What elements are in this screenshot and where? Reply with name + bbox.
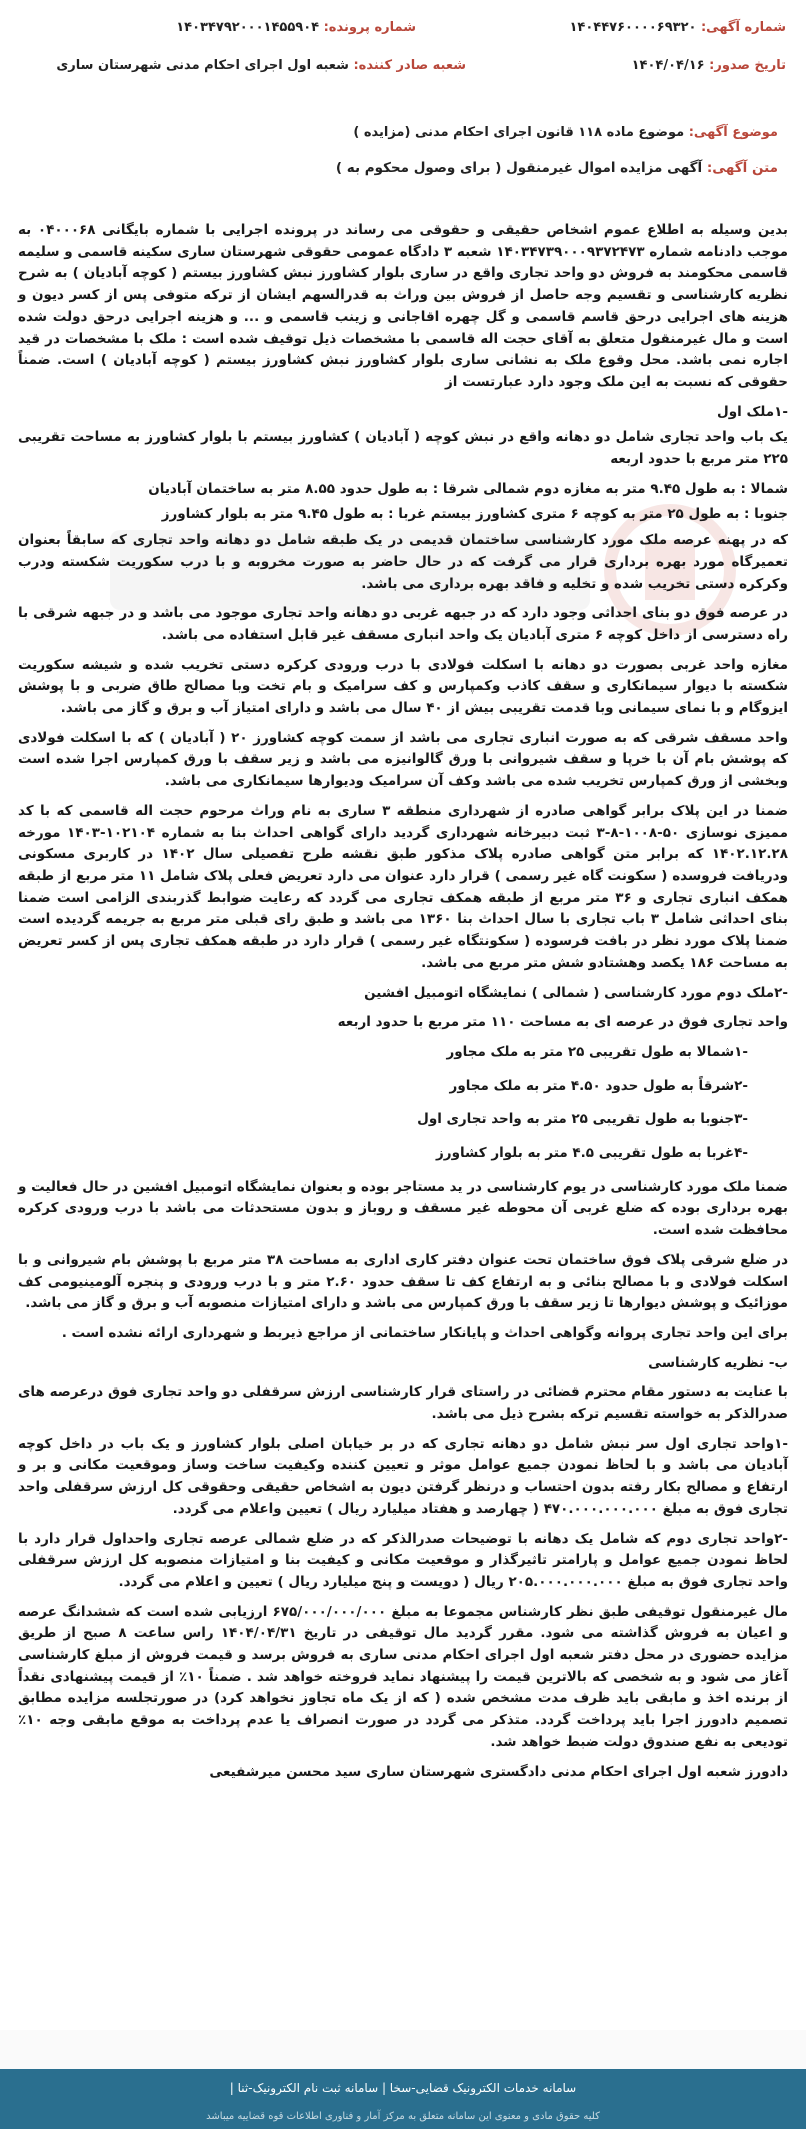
- issuer: [56, 58, 466, 73]
- notice-title: [28, 160, 778, 176]
- body-paragraph: در عرصه فوق دو بنای احداثی وجود دارد که در جبهه غربی دو دهانه واحد تجاری موجود می باشد و در جبهه شرقی با راه دسترسی از داخل کوچه ۶ متری آبادیان یک واحد انباری مسقف غیر قابل استفاده می باشد.: [18, 605, 788, 643]
- site-footer: [0, 2069, 806, 2129]
- body-section-1-title: -۱ملک اول: [717, 403, 788, 420]
- body-paragraph: -۲واحد تجاری دوم که شامل یک دهانه با توضیحات صدرالذکر که در ضلع شمالی عرصه تجاری واحداول قرار دارد با لحاظ نمودن جمیع عوامل و پارامتر تاثیرگذار و موقعیت مکانی و کیفیت بنا و امتیازات منصوبه کل ارزش سرقفلی واحد تجاری فوق به مبلغ ۲۰۵.۰۰۰.۰۰۰.۰۰۰ ریال ( دویست و پنج میلیارد ریال ) تعیین و اعلام می گردد.: [18, 1530, 788, 1590]
- body-paragraph: با عنایت به دستور مقام محترم قضائی در راستای قرار کارشناسی ارزش سرقفلی دو واحد تجاری فوق درعرصه های صدرالذکر به خواسته تقسیم ترکه بشرح ذیل می باشد.: [18, 1384, 788, 1423]
- issuer-label: شعبه صادر کننده:: [353, 58, 466, 73]
- body-boundary-line: شمالا : به طول ۹.۴۵ متر به مغازه دوم شمالی شرقا : به طول حدود ۸.۵۵ متر به ساختمان آبادیان: [148, 480, 788, 497]
- boundary-item: -۳جنوبا به طول تقریبی ۲۵ متر به واحد تجاری اول: [417, 1111, 748, 1128]
- body-paragraph: واحد تجاری فوق در عرصه ای به مساحت ۱۱۰ متر مربع با حدود اربعه: [337, 1014, 788, 1031]
- issue-date-value: ۱۴۰۴/۰۴/۱۶: [631, 58, 705, 73]
- body-paragraph: واحد مسقف شرقی که به صورت انباری تجاری می باشد از سمت کوچه کشاورز ۲۰ ( آبادیان ) که با اسکلت فولادی که پوشش بام آن با خرپا و سقف شیروانی با ورق گالوانیزه می باشد و زیر سقف با ورق کمپارس اجرا شده است وبخشی از ورق کمپارس تخریب شده می باشد وکف آن سرامیک ودیوارها سیمانکاری می باشد.: [18, 729, 788, 790]
- text-title-value: آگهی مزایده اموال غیرمنقول ( برای وصول محکوم به ): [335, 160, 703, 176]
- subject-label: موضوع آگهی:: [688, 125, 778, 140]
- body-paragraph: ضمنا در این پلاک برابر گواهی صادره از شهرداری منطقه ۳ ساری به نام وراث مرحوم حجت اله قاسمی که با کد ممیزی نوسازی ۵۰-۱۰۰۸-۸-۳ ثبت دبیرخانه شهرداری گردید دارای گواهی احداث بنا به شماره ۱۰۲۱۰۴-۱۴۰۳ مورخه ۱۴۰۲.۱۲.۲۸ که برابر متن گواهی صادره پلاک مذکور طبق نقشه طرح تفصیلی سال ۱۴۰۲ در کاربری مسکونی ودریافت فروسده ( سکونت گاه غیر رسمی ) قرار دارد عنوان می دارد تعریض فعلی پلاک شامل ۱۱ متر مربع از طبقه همکف انباری تجاری و ۳۶ متر مربع از طبقه همکف تجاری می گردد که رعایت ضوابط گذربندی الزامی است ضمنا بنای احداثی شامل ۳ باب تجاری با سال احداث بنا ۱۳۶۰ می باشد و طبق رای قبلی متر مربع به جریمه گردیده است ضمنا پلاک مورد نظر در بافت فرسوده ( سکونتگاه غیر رسمی ) قرار دارد در طبقه همکف تجاری پس از کسر تعریض به مساحت ۱۸۶ یکصد وهشتادو شش متر مربع می باشد.: [18, 802, 789, 971]
- issue-date: [632, 58, 786, 73]
- boundary-item: -۴غربا به طول تقریبی ۴.۵ متر به بلوار کشاورز: [436, 1145, 748, 1162]
- case-number-label: شماره پرونده:: [323, 20, 416, 35]
- case-number-value: ۱۴۰۳۴۷۹۲۰۰۰۱۴۵۵۹۰۴: [176, 20, 320, 35]
- body-intro: بدین وسیله به اطلاع عموم اشخاص حقیقی و حقوقی می رساند در پرونده اجرایی با شماره بایگانی ۰۴۰۰۰۶۸ به موجب دادنامه شماره ۱۴۰۳۴۷۳۹۰۰۰۹۳۷۲۴۷۳ شعبه ۳ دادگاه عمومی حقوقی شهرستان ساری سکینه قاسمی و سلیمه قاسمی محکومند به فروش دو واحد تجاری واقع در ساری بلوار کشاورز نبش کشاورز بیستم ( کوچه آبادیان ) به شرح نظریه کارشناسی و تقسیم وجه حاصل از فروش بین وراث به قدرالسهم ایشان از ترکه متوفی پس از کسر دیون و هزینه های اجرایی درحق قاسم قاسمی و گل چهره اقاجانی و زینب قاسمی و ... و هزینه اجرایی درحق دولت شده است و مال غیرمنقول متعلق به آقای حجت اله قاسمی با مشخصات ذیل توقیف شده است : ملک با مشخصات در قید اجاره نمی باشد. محل وقوع ملک به نشانی ساری بلوار کشاورز نبش کشاورز بیستم ( کوچه آبادیان ) است. ضمناً حقوقی که نسبت به این ملک وجود دارد عبارتست از: [18, 222, 788, 390]
- text-label: متن آگهی:: [706, 160, 778, 176]
- body-section-b-title: ب- نظریه کارشناسی: [648, 1354, 788, 1371]
- boundary-item: -۲شرقاً به طول حدود ۴.۵۰ متر به ملک مجاور: [449, 1077, 748, 1094]
- issuer-value: شعبه اول اجرای احکام مدنی شهرستان ساری: [56, 58, 349, 73]
- boundary-item: -۱شمالا به طول تقریبی ۲۵ متر به ملک مجاور: [446, 1043, 748, 1060]
- footer-copyright: کلیه حقوق مادی و معنوی این سامانه متعلق به مرکز آمار و فناوری اطلاعات قوه قضاییه میباشد: [206, 2111, 600, 2122]
- case-number: [176, 20, 416, 35]
- issue-date-label: تاریخ صدور:: [709, 58, 786, 73]
- body-paragraph: -۱واحد تجاری اول سر نبش شامل دو دهانه تجاری که در بر خیابان اصلی بلوار کشاورز و یک باب در داخل کوچه آبادیان می باشد و با لحاظ نمودن جمیع عوامل موثر و تعیین کننده وکیفیت ساخت وساز وموقعیت مکانی و بر و ارتفاع و مصالح بکار رفته بدون احتساب و درنظر گرفتن دیون به اشخاص حقیقی وحقوقی کل ارزش سرقفلی واحد تجاری فوق به مبلغ ۴۷۰.۰۰۰.۰۰۰.۰۰۰ ( چهارصد و هفتاد میلیارد ریال ) تعیین واعلام می گردد.: [18, 1435, 788, 1517]
- notice-subject: [28, 125, 778, 140]
- body-paragraph: مال غیرمنقول توقیفی طبق نظر کارشناس مجموعا به مبلغ ۶۷۵/۰۰۰/۰۰۰/۰۰۰ ارزیابی شده است که ششدانگ عرصه و اعیان به فروش گذاشته می شود. مقرر گردید مال توقیفی در تاریخ ۱۴۰۴/۰۴/۳۱ راس ساعت ۸ صبح از طریق مزایده حضوری در محل دفتر شعبه اول اجرای احکام مدنی ساری به فروش برسد و قیمت فروش از مبلغ کارشناسی آغاز می شود و به شخصی که بالاترین قیمت را پیشنهاد نماید فروخته خواهد شد . ضمناً ۱۰٪ از قیمت پیشنهادی نقداً از برنده اخذ و مابقی باید ظرف مدت مشخص شده ( که از یک ماه تجاوز نخواهد کرد) در صورتجلسه مزایده مطابق تصمیم دادورز اجرا باید پرداخت گردد. متذکر می گردد در صورت انصراف یا عدم پرداخت به موقع مابقی وجه ۱۰٪ تودیعی به نفع صندوق دولت ضبط خواهد شد.: [18, 1603, 788, 1750]
- body-paragraph: ضمنا ملک مورد کارشناسی در یوم کارشناسی در ید مستاجر بوده و بعنوان نمایشگاه اتومبیل افشین در حال فعالیت و بهره برداری بوده که ضلع غربی آن محوطه غیر مسقف و روباز و بدون مستحدثات می باشد با درب ورودی کرکره محافظت شده است.: [18, 1178, 788, 1239]
- body-paragraph: در ضلع شرقی پلاک فوق ساختمان تحت عنوان دفتر کاری اداری به مساحت ۳۸ متر مربع با پوشش بام شیروانی و با اسکلت فولادی و با مصالح بنائی و به ارتفاع کف تا سقف حدود ۲.۶۰ متر و با درب ورودی و پنجره آلومینیومی کف موزائیک و پوشش دیوارها تا زیر سقف با ورق کمپارس می باشد و دارای امتیازات منصوبه آب و برق و گاز می باشد.: [18, 1251, 789, 1312]
- body-signature: دادورز شعبه اول اجرای احکام مدنی دادگستری شهرستان ساری سید محسن میرشفیعی: [209, 1763, 788, 1780]
- footer-links[interactable]: سامانه خدمات الکترونیک قضایی-سخا | سامانه ثبت نام الکترونیک-ثنا |: [229, 2081, 577, 2095]
- notice-body: [18, 220, 788, 1791]
- body-boundary-line: جنوبا : به طول ۲۵ متر به کوچه ۶ متری کشاورز بیستم غربا : به طول ۹.۴۵ متر به بلوار کشاورز: [161, 506, 788, 523]
- body-paragraph: که در پهنه عرصه ملک مورد کارشناسی ساختمان قدیمی در یک طبقه شامل دو دهانه واحد تجاری که سابقاً بعنوان تعمیرگاه مورد بهره برداری قرار می گرفت که در حال حاضر به صورت مخروبه و با درب سکوریت شکسته ودرب وکرکره دستی تخریب شده و تخلیه و فاقد بهره برداری می باشد.: [18, 532, 788, 592]
- ad-number-label: شماره آگهی:: [700, 20, 786, 35]
- body-section-2-title: -۲ملک دوم مورد کارشناسی ( شمالی ) نمایشگاه اتومبیل افشین: [364, 984, 788, 1001]
- ad-number: [570, 20, 787, 35]
- notice-header: [20, 20, 786, 112]
- body-paragraph: مغازه واحد غربی بصورت دو دهانه با اسکلت فولادی با درب ورودی کرکره دستی تخریب شده و شیشه سکوریت شکسته با دیوار سیمانکاری و سقف کاذب وکمپارس و کف سرامیک و بام تخت وبا مصالح طاق ضربی و با پوشش ایزوگام و با نمای سیمانی وبا قدمت تقریبی بیش از ۴۰ سال می باشد و دارای امتیاز آب و برق و گاز می باشد.: [18, 656, 788, 717]
- body-paragraph: یک باب واحد تجاری شامل دو دهانه واقع در نبش کوچه ( آبادیان ) کشاورز بیستم با بلوار کشاورز به مساحت تقریبی ۲۲۵ متر مربع با حدود اربعه: [18, 429, 788, 468]
- ad-number-value: ۱۴۰۴۴۷۶۰۰۰۰۶۹۳۲۰: [569, 20, 697, 35]
- body-paragraph: برای این واحد تجاری پروانه وگواهی احداث و پایانکار ساختمانی از مراجع ذیربط و شهرداری ارائه نشده است .: [61, 1324, 788, 1341]
- subject-value: موضوع ماده ۱۱۸ قانون اجرای احکام مدنی (مزایده ): [353, 125, 685, 140]
